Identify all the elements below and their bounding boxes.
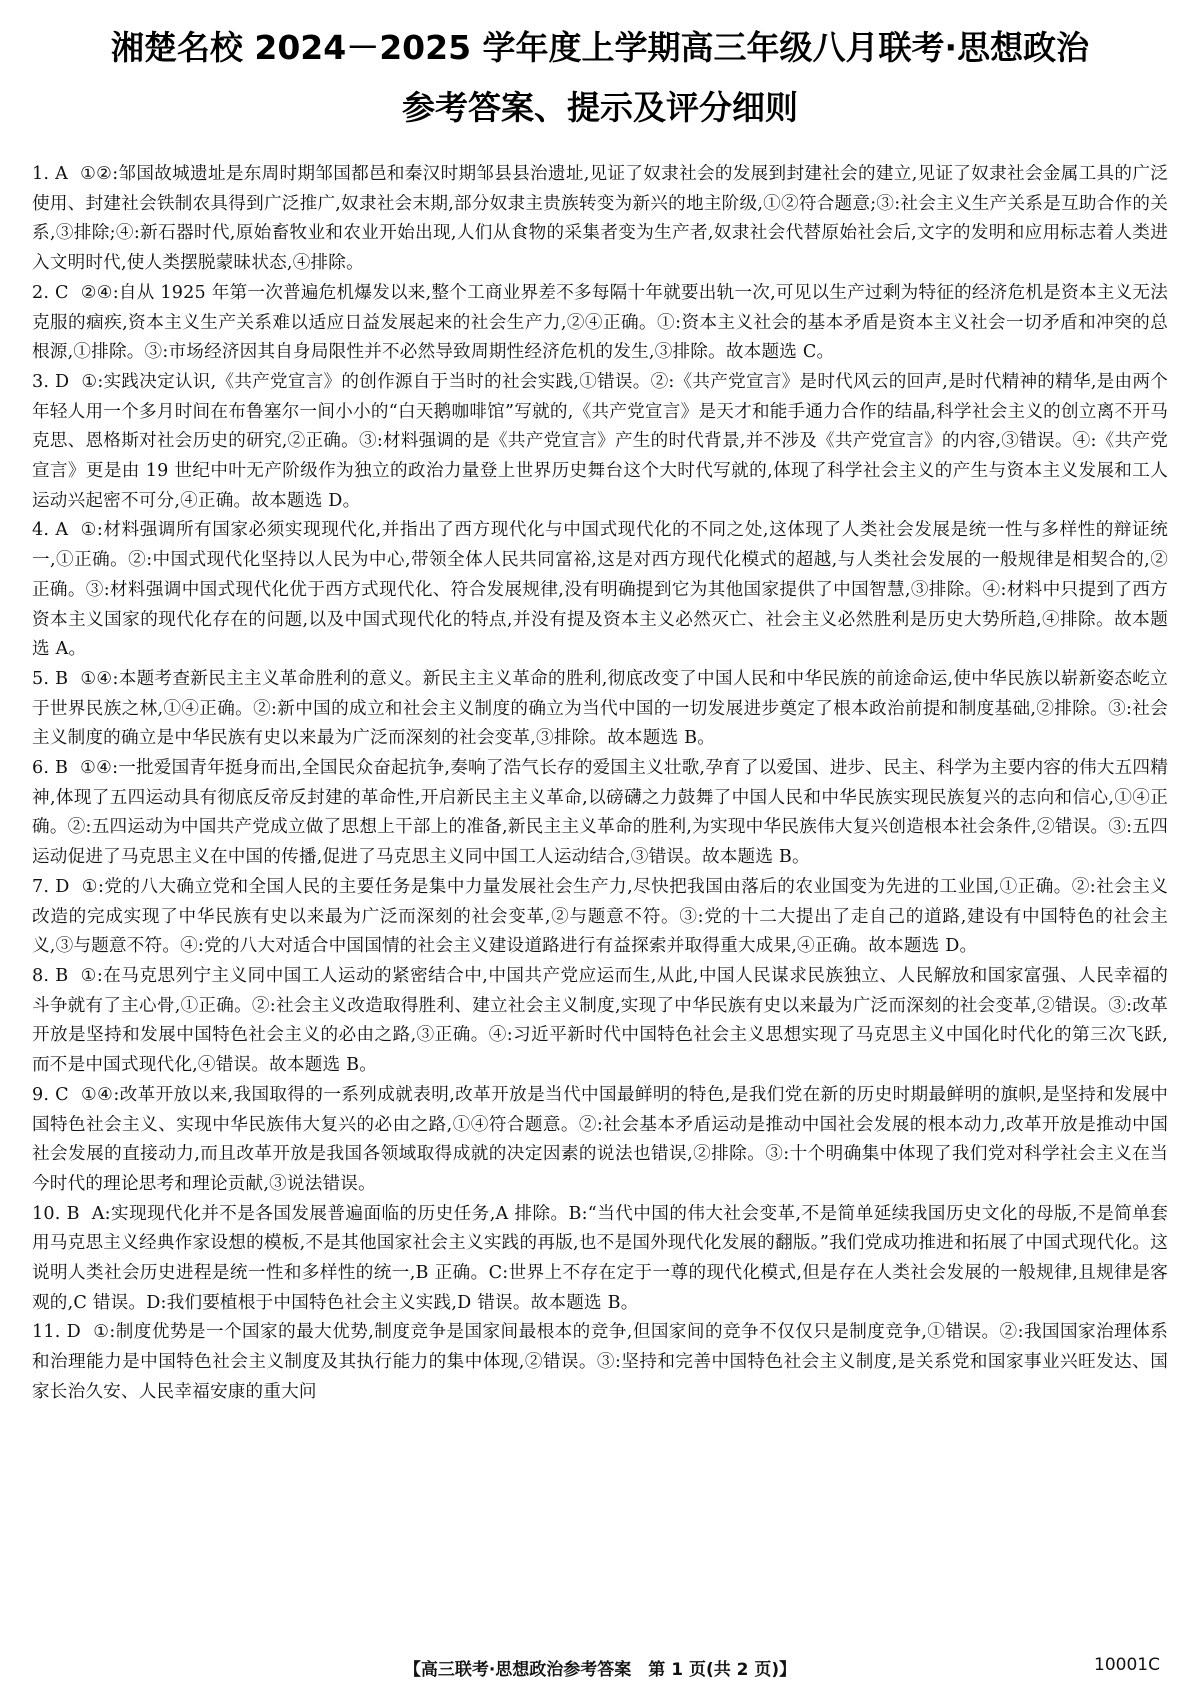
answer-explanation: ①④:本题考查新民主主义革命胜利的意义。新民主主义革命的胜利,彻底改变了中国人民和中华民族的前途命运,使中华民族以崭新姿态屹立于世界民族之林,①④正确。②:新中国的成立和社会主义制度的确立为当代中国的一切发展进步奠定了根本政治前提和制度基础,②排除。③:社会主义制度的确立是中华民族有史以来最为广泛而深刻的社会变革,③排除。故本题选 B。 xyxy=(32,668,1168,749)
answer-item xyxy=(32,160,1168,279)
question-number: 5. xyxy=(32,668,50,689)
answer-explanation: ①:实践决定认识,《共产党宣言》的创作源自于当时的社会实践,①错误。②:《共产党宣言》是时代风云的回声,是时代精神的精华,是由两个年轻人用一个多月时间在布鲁塞尔一间小小的“白天鹅咖啡馆”写就的,《共产党宣言》是天才和能手通力合作的结晶,科学社会主义的创立离不开马克思、恩格斯对社会历史的研究,②正确。③:材料强调的是《共产党宣言》产生的时代背景,并不涉及《共产党宣言》的内容,③错误。④:《共产党宣言》更是由 19 世纪中叶无产阶级作为独立的政治力量登上世界历史舞台这个大时代写就的,体现了科学社会主义的产生与资本主义发展和工人运动兴起密不可分,④正确。故本题选 D。 xyxy=(32,371,1168,511)
question-number: 8. xyxy=(32,965,50,986)
question-number: 1. xyxy=(32,164,50,184)
answer-letter: D xyxy=(55,371,70,392)
answer-item xyxy=(32,873,1168,962)
answer-item xyxy=(32,754,1168,873)
answer-letter: A xyxy=(55,520,69,541)
question-number: 9. xyxy=(32,1084,50,1105)
answer-item xyxy=(32,368,1168,517)
answer-letter: B xyxy=(55,965,69,986)
footer-exam-code: 10001C xyxy=(1094,1655,1160,1675)
answer-list xyxy=(32,160,1168,1408)
answer-letter: B xyxy=(66,1203,80,1224)
document-title: 湘楚名校 2024－2025 学年度上学期高三年级八月联考·思想政治 xyxy=(110,28,1090,67)
answer-item xyxy=(32,516,1168,665)
answer-letter: D xyxy=(55,876,70,897)
answer-explanation: ①②:邹国故城遗址是东周时期邹国都邑和秦汉时期邹县县治遗址,见证了奴隶社会的发展到封建社会的建立,见证了奴隶社会金属工具的广泛使用、封建社会铁制农具得到广泛推广,奴隶社会末期,部分奴隶主贵族转变为新兴的地主阶级,①②符合题意;③:社会主义生产关系是互助合作的关系,③排除;④:新石器时代,原始畜牧业和农业开始出现,人们从食物的采集者变为生产者,奴隶社会代替原始社会后,文字的发明和应用标志着人类进入文明时代,使人类摆脱蒙昧状态,④排除。 xyxy=(32,164,1169,274)
footer-page-info: 【高三联考·思想政治参考答案 第 1 页(共 2 页)】 xyxy=(403,1660,797,1680)
question-number: 7. xyxy=(32,876,50,897)
answer-explanation: ①:制度优势是一个国家的最大优势,制度竞争是国家间最根本的竞争,但国家间的竞争不仅仅只是制度竞争,①错误。②:我国国家治理体系和治理能力是中国特色社会主义制度及其执行能力的集中体现,②错误。③:坚持和完善中国特色社会主义制度,是关系党和国家事业兴旺发达、国家长治久安、人民幸福安康的重大问 xyxy=(32,1322,1169,1402)
answer-explanation: ①:党的八大确立党和全国人民的主要任务是集中力量发展社会生产力,尽快把我国由落后的农业国变为先进的工业国,①正确。②:社会主义改造的完成实现了中华民族有史以来最为广泛而深刻的社会变革,②与题意不符。③:党的十二大提出了走自己的道路,建设有中国特色的社会主义,③与题意不符。④:党的八大对适合中国国情的社会主义建设道路进行有益探索并取得重大成果,④正确。故本题选 D。 xyxy=(32,876,1168,957)
answer-letter: A xyxy=(55,164,68,184)
answer-letter: C xyxy=(55,282,69,303)
question-number: 11. xyxy=(32,1322,61,1343)
answer-item xyxy=(32,1081,1168,1200)
answer-explanation: A:实现现代化并不是各国发展普遍面临的历史任务,A 排除。B:“当代中国的伟大社会变革,不是简单延续我国历史文化的母版,不是简单套用马克思主义经典作家设想的模板,不是其他国家社会主义实践的再版,也不是国外现代化发展的翻版。”我们党成功推进和拓展了中国式现代化。这说明人类社会历史进程是统一性和多样性的统一,B 正确。C:世界上不存在定于一尊的现代化模式,但是存在人类社会发展的一般规律,且规律是客观的,C 错误。D:我们要植根于中国特色社会主义实践,D 错误。故本题选 B。 xyxy=(32,1203,1168,1313)
answer-explanation: ②④:自从 1925 年第一次普遍危机爆发以来,整个工商业界差不多每隔十年就要出轨一次,可见以生产过剩为特征的经济危机是资本主义无法克服的痼疾,资本主义生产关系难以适应日益发展起来的社会生产力,②④正确。①:资本主义社会的基本矛盾是资本主义社会一切矛盾和冲突的总根源,①排除。③:市场经济因其自身局限性并不必然导致周期性经济危机的发生,③排除。故本题选 C。 xyxy=(32,282,1168,363)
answer-letter: B xyxy=(55,758,69,779)
answer-explanation: ①:材料强调所有国家必须实现现代化,并指出了西方现代化与中国式现代化的不同之处,这体现了人类社会发展是统一性与多样性的辩证统一,①正确。②:中国式现代化坚持以人民为中心,带领全体人民共同富裕,这是对西方现代化模式的超越,与人类社会发展的一般规律是相契合的,②正确。③:材料强调中国式现代化优于西方式现代化、符合发展规律,没有明确提到它为其他国家提供了中国智慧,③排除。④:材料中只提到了西方资本主义国家的现代化存在的问题,以及中国式现代化的特点,并没有提及资本主义必然灭亡、社会主义必然胜利是历史大势所趋,④排除。故本题选 A。 xyxy=(32,520,1168,660)
question-number: 2. xyxy=(32,282,50,303)
answer-item xyxy=(32,962,1168,1081)
answer-item xyxy=(32,1200,1168,1319)
page-footer xyxy=(0,1655,1200,1683)
answer-item xyxy=(32,665,1168,754)
question-number: 6. xyxy=(32,758,50,779)
answer-item xyxy=(32,1318,1168,1407)
answer-letter: D xyxy=(66,1322,81,1343)
answer-explanation: ①④:改革开放以来,我国取得的一系列成就表明,改革开放是当代中国最鲜明的特色,是我们党在新的历史时期最鲜明的旗帜,是坚持和发展中国特色社会主义、实现中华民族伟大复兴的必由之路,①④符合题意。②:社会基本矛盾运动是推动中国社会发展的根本动力,改革开放是推动中国社会发展的直接动力,而且改革开放是我国各领域取得成就的决定因素的说法也错误,②排除。③:十个明确集中体现了我们党对科学社会主义在当今时代的理论思考和理论贡献,③说法错误。 xyxy=(32,1084,1168,1194)
answer-letter: B xyxy=(55,668,69,689)
document-subtitle: 参考答案、提示及评分细则 xyxy=(402,88,798,127)
answer-letter: C xyxy=(55,1084,69,1105)
question-number: 10. xyxy=(32,1203,61,1224)
question-number: 3. xyxy=(32,371,50,392)
answer-explanation: ①④:一批爱国青年挺身而出,全国民众奋起抗争,奏响了浩气长存的爱国主义壮歌,孕育了以爱国、进步、民主、科学为主要内容的伟大五四精神,体现了五四运动具有彻底反帝反封建的革命性,开启新民主主义革命,以磅礴之力鼓舞了中国人民和中华民族实现民族复兴的志向和信心,①④正确。②:五四运动为中国共产党成立做了思想上干部上的准备,新民主主义革命的胜利,为实现中华民族伟大复兴创造根本社会条件,②错误。③:五四运动促进了马克思主义在中国的传播,促进了马克思主义同中国工人运动结合,③错误。故本题选 B。 xyxy=(32,758,1169,868)
answer-item xyxy=(32,279,1168,368)
question-number: 4. xyxy=(32,520,50,541)
answer-explanation: ①:在马克思列宁主义同中国工人运动的紧密结合中,中国共产党应运而生,从此,中国人民谋求民族独立、人民解放和国家富强、人民幸福的斗争就有了主心骨,①正确。②:社会主义改造取得胜利、建立社会主义制度,实现了中华民族有史以来最为广泛而深刻的社会变革,②错误。③:改革开放是坚持和发展中国特色社会主义的必由之路,③正确。④:习近平新时代中国特色社会主义思想实现了马克思主义中国化时代化的第三次飞跃,而不是中国式现代化,④错误。故本题选 B。 xyxy=(32,965,1169,1076)
